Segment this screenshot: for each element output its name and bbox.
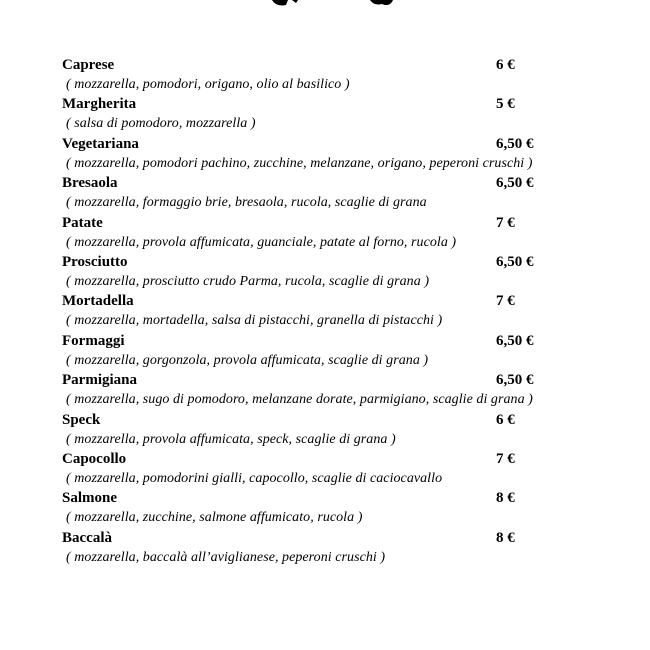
menu-item-price: 8 € [496,490,515,507]
menu-item-price: 6 € [496,411,515,428]
menu-item-description: ( mozzarella, baccalà all’aviglianese, peperoni cruschi ) [66,549,386,565]
menu-item-description: ( salsa di pomodoro, mozzarella ) [66,116,256,132]
menu-item-name: Patate [62,214,103,231]
menu-item-description: ( mozzarella, zucchine, salmone affumicato, rucola ) [66,510,363,526]
menu-item-name: Prosciutto [62,253,128,270]
menu-item-price: 6,50 € [496,253,534,270]
menu-item-description: ( mozzarella, provola affumicata, speck, scaglie di grana ) [66,431,396,447]
menu-item-price: 6,50 € [496,332,534,349]
menu-item-description: ( mozzarella, prosciutto crudo Parma, rucola, scaglie di grana ) [66,273,430,289]
menu-item-price: 6 € [496,57,515,73]
menu-item-description: ( mozzarella, pomodori pachino, zucchine, melanzane, origano, peperoni cruschi ) [66,155,533,171]
menu-item-price: 6,50 € [496,135,534,152]
menu-item-name: Bresaola [62,175,118,192]
menu-item-price: 6,50 € [496,175,534,192]
menu-item-description: ( mozzarella, sugo di pomodoro, melanzane dorate, parmigiano, scaglie di grana ) [66,392,533,408]
menu-item-name: Formaggi [62,332,125,349]
menu-item-name: Caprese [62,57,115,73]
menu-item-description: ( mozzarella, mortadella, salsa di pistacchi, granella di pistacchi ) [66,313,443,329]
menu-item-price: 7 € [496,450,515,467]
menu-item [62,292,582,331]
menu-item-price: 8 € [496,529,515,546]
menu-item [62,174,582,213]
menu-item-price: 7 € [496,293,515,310]
menu-item [62,253,582,292]
pizza-menu-list [62,56,582,568]
menu-item-name: Capocollo [62,450,127,467]
menu-item-name: Parmigiana [62,372,137,389]
menu-item-name: Mortadella [62,293,134,310]
menu-item [62,95,582,134]
menu-item-description: ( mozzarella, gorgonzola, provola affumicata, scaglie di grana ) [66,352,429,368]
menu-item [62,135,582,174]
menu-item-price: 6,50 € [496,372,534,389]
menu-item [62,332,582,371]
menu-item-price: 7 € [496,214,515,231]
menu-item-name: Salmone [62,490,118,507]
menu-item [62,56,582,95]
menu-item-description: ( mozzarella, formaggio brie, bresaola, rucola, scaglie di grana [66,195,427,211]
menu-item-price: 5 € [496,96,515,113]
menu-item [62,450,582,489]
menu-item-name: Baccalà [62,529,112,546]
menu-item-description: ( mozzarella, pomodori, origano, olio al basilico ) [66,77,350,92]
menu-item-name: Vegetariana [62,135,139,152]
menu-item [62,529,582,568]
menu-item [62,214,582,253]
menu-item [62,489,582,528]
menu-item [62,411,582,450]
decorative-title-fragment [262,0,402,8]
menu-item-description: ( mozzarella, pomodorini gialli, capocollo, scaglie di caciocavallo [66,470,443,486]
menu-item-name: Margherita [62,96,137,113]
menu-item [62,371,582,410]
menu-item-name: Speck [62,411,101,428]
menu-item-description: ( mozzarella, provola affumicata, guanciale, patate al forno, rucola ) [66,234,457,250]
